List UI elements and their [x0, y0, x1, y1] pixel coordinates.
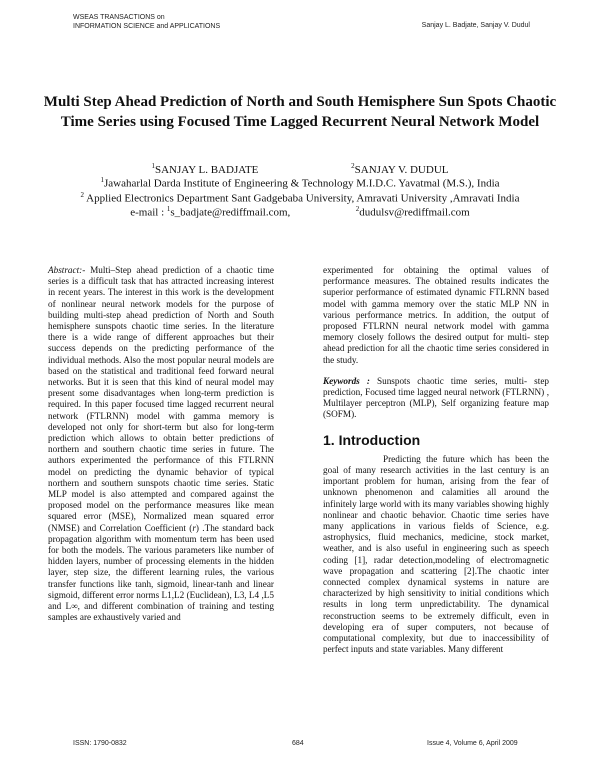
author1-name: SANJAY L. BADJATE [155, 163, 259, 176]
affiliation-2: $^2$ Applied Electronics Department Sant Gadgebaba University, Amravati University ,Amravati India [80, 191, 520, 205]
paper-title: Multi Step Ahead Prediction of North and South Hemisphere Sun Spots Chaotic Time Series using Focused Time Lagged Recurrent Neural Network Model [43, 94, 557, 130]
affiliation-1: $^1$Jawaharlal Darda Institute of Engineering & Technology M.I.D.C. Yavatmal (M.S.), India [100, 176, 500, 190]
keywords: Keywords : Sunspots chaotic time series, multi- step prediction, Focused time lagged neural network (FTLRNN) , Multilayer perceptron (MLP), Self organizing feature map (SOFM). [323, 375, 549, 420]
right-column [323, 265, 549, 656]
running-authors: Sanjay L. Badjate, Sanjay V. Dudul [421, 22, 530, 29]
author2-sup: 2 [351, 162, 355, 170]
footer-page-number: 684 [292, 740, 304, 747]
email-line: e-mail : $^1$s_badjate@rediffmail.com, $^2$dudulsv@rediffmail.com [130, 205, 470, 219]
journal-header [73, 13, 220, 31]
section-heading-introduction: 1. Introduction [323, 431, 421, 448]
journal-line1: WSEAS TRANSACTIONS on [73, 14, 165, 21]
abstract-label: Abstract:- [48, 265, 86, 275]
introduction-text: Predicting the future which has been the goal of many research activities in the last century is an important problem for human, arising from the fear of unknown phenomenon and calamities all around the infinitely large world with its many variables showing highly nonlinear and chaotic behavior. Chaotic time series have many applications in various fields of Science, e.g. astrophysics, fluid mechanics, medicine, stock market, weather, and is also useful in engineering such as speech coding [1], radar detection,modeling of electromagnetic wave propagation and scattering [2].The chaotic inter connected complex dynamical systems in nature are characterized by high sensitivity to initial conditions which results in long term unpredictability. The dynamical reconstruction seems to be extremely difficult, even in developing era of super computers, not because of computational complexity, but due to inaccessibility of perfect inputs and state variables. Many different [323, 453, 549, 655]
abstract: Abstract:- Multi–Step ahead prediction of a chaotic time series is a difficult task that has attracted increasing interest in recent years. The interest in this work is the development of nonlinear neural network models for the purpose of building multi-step ahead prediction of North and South hemisphere sunspots chaotic time series. In the literature there is a wide range of different approaches but their success depends on the predicting performance of the individual methods. Also the most popular neural models are based on the statistical and traditional feed forward neural networks. But it is seen that this kind of neural model may present some disadvantages when long-term prediction is required. In this paper focused time lagged recurrent neural network (FTLRNN) model with gamma memory is developed not only for short-term but also for long-term prediction which allows to obtain better predictions of northern and southern chaotic time series in future. The authors experimented the performance of this FTLRNN model on predicting the dynamic behavior of typical northern and southern sunspots chaotic time series. Static MLP model is also attempted and compared against the proposed model on the performance measures like mean squared error (MSE), Normalized mean squared error (NMSE) and Correlation Coefficient (r) .The standard back propagation algorithm with momentum term has been used for both the models. The various parameters like number of hidden layers, number of processing elements in the hidden layer, step size, the different learning rules, the various transfer functions like tanh, sigmoid, linear-tanh and linear sigmoid, different error norms L1,L2 (Euclidean), L3, L4 ,L5 and L∞, and different combination of training and testing samples are exhaustively varied and [48, 265, 274, 623]
footer-issn: ISSN: 1790-0832 [73, 740, 127, 747]
left-column [48, 265, 274, 624]
journal-line2: INFORMATION SCIENCE and APPLICATIONS [73, 23, 221, 30]
author2-name: SANJAY V. DUDUL [354, 163, 449, 176]
keywords-label: Keywords : [323, 375, 370, 386]
email-1[interactable]: s_badjate@rediffmail.com, [170, 206, 291, 219]
abstract-continued: experimented for obtaining the optimal values of performance measures. The obtained results indicates the superior performance of estimated dynamic FTLRNN based model with gamma memory over the static MLP NN in various performance metrics. In addition, the output of proposed FTLRNN neural network model with gamma memory closely follows the desired output for multi- step ahead prediction for all the chaotic time series considered in the study. [323, 265, 549, 365]
author1-sup: 1 [151, 162, 155, 170]
email-2[interactable]: dudulsv@rediffmail.com [359, 206, 470, 219]
footer-issue: Issue 4, Volume 6, April 2009 [427, 740, 518, 747]
